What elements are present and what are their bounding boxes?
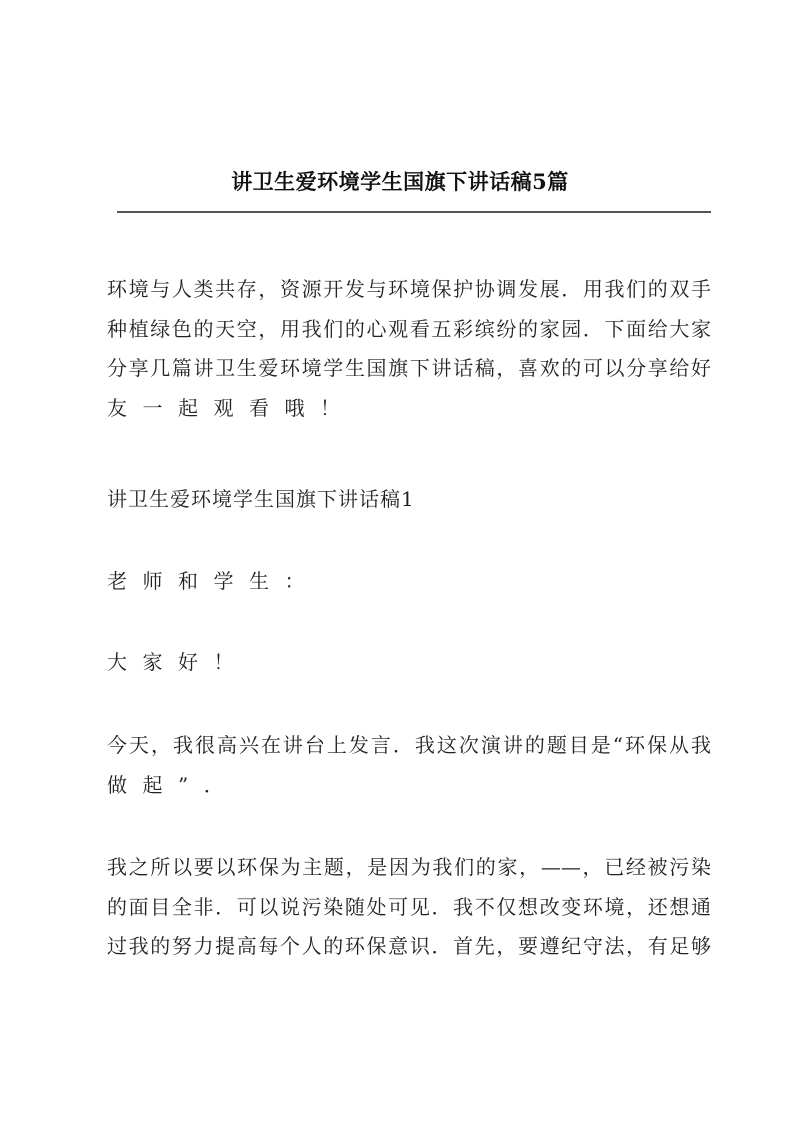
body-paragraph-1 (107, 726, 711, 805)
text-line: 环境与人类共存，资源开发与环境保护协调发展．用我们的双手 (107, 277, 711, 301)
text-line: 分享几篇讲卫生爱环境学生国旗下讲话稿，喜欢的可以分享给好 (107, 356, 711, 381)
text-line: 过我的努力提高每个人的环保意识．首先，要遵纪守法，有足够 (107, 934, 711, 959)
text-line: 友一起观看哦！ (107, 396, 356, 421)
section-heading: 讲卫生爱环境学生国旗下讲话稿1 (107, 487, 415, 511)
salutation: 老师和学生： (107, 569, 320, 593)
text-line: 种植绿色的天空，用我们的心观看五彩缤纷的家园．下面给大家 (107, 316, 711, 341)
text-line: 我之所以要以环保为主题，是因为我们的家，——，已经被污染 (107, 855, 711, 879)
document-title: 讲卫生爱环境学生国旗下讲话稿5篇 (231, 169, 569, 194)
text-line: 做起”． (107, 772, 240, 797)
text-line: 的面目全非．可以说污染随处可见．我不仅想改变环境，还想通 (107, 894, 711, 919)
body-paragraph-2 (107, 848, 711, 967)
title-divider (117, 211, 711, 213)
intro-paragraph (107, 270, 711, 429)
greeting: 大家好！ (107, 650, 249, 674)
text-line: 今天，我很高兴在讲台上发言．我这次演讲的题目是“环保从我 (107, 733, 711, 757)
